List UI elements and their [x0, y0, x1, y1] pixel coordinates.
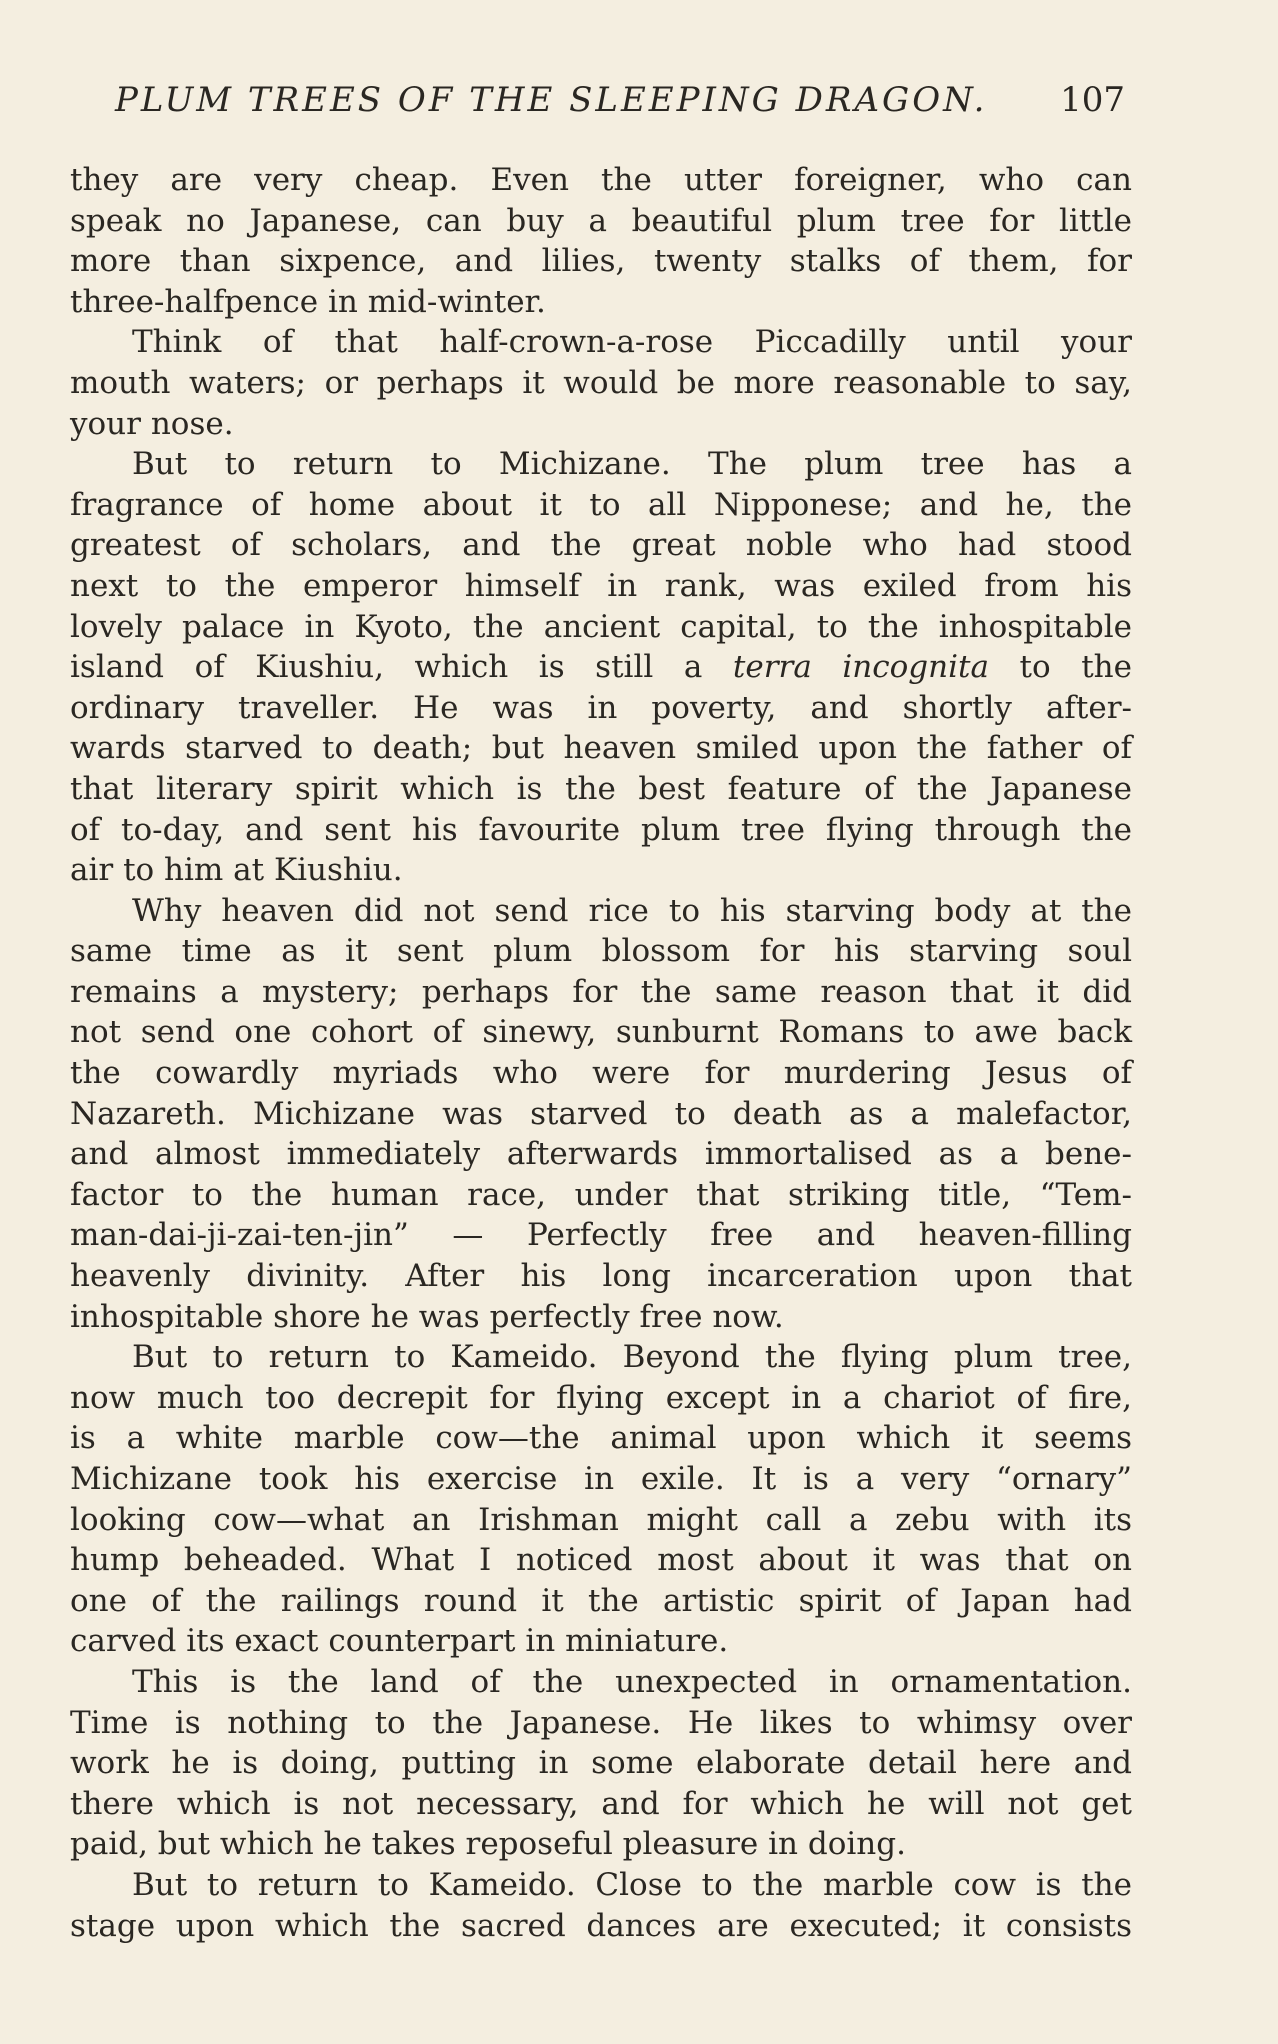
- text-line: heavenly divinity. After his long incarceration upon that: [70, 1258, 1132, 1295]
- text-line: factor to the human race, under that striking title, “Tem-: [70, 1176, 1132, 1213]
- text-line: looking cow—what an Irishman might call a zebu with its: [70, 1501, 1132, 1538]
- text-line: not send one cohort of sinewy, sunburnt Romans to awe back: [70, 1014, 1132, 1051]
- text-line: lovely palace in Kyoto, the ancient capital, to the inhospitable: [70, 608, 1132, 645]
- text-line: This is the land of the unexpected in ornamentation.: [132, 1663, 1132, 1700]
- text-line: that literary spirit which is the best feature of the Japanese: [70, 770, 1132, 807]
- text-line: one of the railings round it the artistic spirit of Japan had: [70, 1582, 1132, 1619]
- text-line: Think of that half-crown-a-rose Piccadilly until your: [132, 324, 1132, 361]
- text-line: is a white marble cow—the animal upon which it seems: [70, 1420, 1132, 1457]
- text-line: Michizane took his exercise in exile. It is a very “ornary”: [70, 1461, 1132, 1497]
- text-line: speak no Japanese, can buy a beautiful plum tree for little: [70, 202, 1132, 239]
- text-line: same time as it sent plum blossom for his starving soul: [70, 933, 1132, 970]
- text-line: there which is not necessary, and for which he will not get: [70, 1785, 1132, 1822]
- text-line: stage upon which the sacred dances are executed; it consists: [70, 1907, 1132, 1944]
- text-line: paid, but which he takes reposeful pleasure in doing.: [70, 1826, 906, 1863]
- text-line: But to return to Kameido. Close to the marble cow is the: [132, 1866, 1132, 1903]
- text-line: Why heaven did not send rice to his starving body at the: [132, 892, 1132, 929]
- text-line: of to-day, and sent his favourite plum tree flying through the: [70, 811, 1132, 848]
- page-number: 107: [1060, 80, 1125, 120]
- text-line: remains a mystery; perhaps for the same reason that it did: [70, 973, 1132, 1010]
- text-line: inhospitable shore he was perfectly free now.: [70, 1298, 784, 1335]
- text-line: Nazareth. Michizane was starved to death as a malefactor,: [70, 1095, 1132, 1132]
- page-header: [115, 80, 1125, 132]
- text-segment: island of Kiushiu, which is still a: [70, 649, 703, 686]
- text-line: man-dai-ji-zai-ten-jin” — Perfectly free and heaven-filling: [70, 1217, 1132, 1254]
- text-line: mouth waters; or perhaps it would be more reasonable to say,: [70, 364, 1132, 401]
- text-line: now much too decrepit for flying except in a chariot of fire,: [70, 1379, 1132, 1416]
- text-line: hump beheaded. What I noticed most about it was that on: [70, 1542, 1132, 1579]
- text-line: Time is nothing to the Japanese. He likes to whimsy over: [70, 1704, 1132, 1741]
- text-line: carved its exact counterpart in miniature.: [70, 1623, 729, 1660]
- text-segment: to the: [1019, 649, 1132, 686]
- text-line: your nose.: [70, 405, 234, 442]
- italic-phrase: terra incognita: [732, 649, 989, 686]
- text-line: But to return to Michizane. The plum tree has a: [132, 446, 1132, 483]
- text-line: more than sixpence, and lilies, twenty stalks of them, for: [70, 243, 1132, 280]
- running-title: PLUM TREES OF THE SLEEPING DRAGON.: [115, 80, 988, 120]
- text-line-with-italic: [70, 647, 1132, 688]
- text-line: wards starved to death; but heaven smiled upon the father of: [70, 730, 1132, 767]
- text-line: three-halfpence in mid-winter.: [70, 283, 546, 320]
- text-line: greatest of scholars, and the great noble who had stood: [70, 527, 1132, 564]
- text-line: work he is doing, putting in some elaborate detail here and: [70, 1745, 1132, 1782]
- text-line: next to the emperor himself in rank, was exiled from his: [70, 567, 1132, 604]
- text-line: But to return to Kameido. Beyond the flying plum tree,: [132, 1339, 1132, 1376]
- text-line: air to him at Kiushiu.: [70, 852, 403, 889]
- text-line: and almost immediately afterwards immortalised as a bene-: [70, 1136, 1132, 1173]
- body-text: [70, 160, 1132, 1946]
- text-line: ordinary traveller. He was in poverty, and shortly after-: [70, 689, 1132, 726]
- text-line: they are very cheap. Even the utter foreigner, who can: [70, 162, 1132, 198]
- text-line: fragrance of home about it to all Nipponese; and he, the: [70, 486, 1132, 523]
- text-line: the cowardly myriads who were for murdering Jesus of: [70, 1055, 1132, 1092]
